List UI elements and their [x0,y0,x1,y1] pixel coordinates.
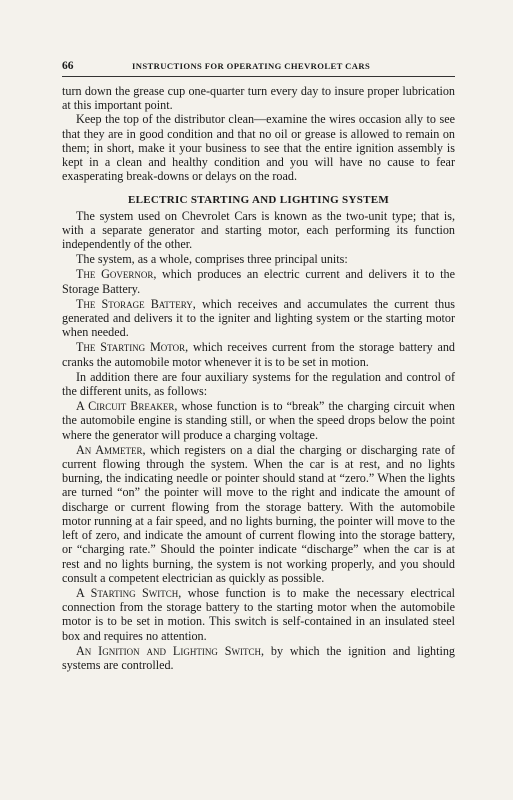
page-body [62,84,455,672]
text-starting-motor: which receives current from the storage battery and cranks the automobile motor whenever it is to be set in motion. [62,340,456,369]
paragraph-auxiliary-systems: In addition there are four auxiliary systems for the regulation and control of the different units, as follows: [62,369,455,399]
paragraph-ignition-switch [62,644,455,672]
paragraph-ammeter [62,443,455,585]
term-ignition-switch: An Ignition and Lighting Switch, [76,643,264,658]
paragraph-starting-motor [62,340,455,368]
paragraph-governor [62,267,455,295]
text-storage-battery: which receives and accumulates the current thus generated and delivers it to the igniter and lighting system or the starting motor when needed. [62,296,456,340]
term-ammeter: An Ammeter, [76,442,146,457]
term-starting-motor: The Starting Motor, [76,340,189,355]
text-circuit-breaker: whose function is to “break” the charging circuit when the automobile engine is standing still, or when the speed drops below the point where the generator will produce a charging voltage. [62,399,455,442]
term-storage-battery: The Storage Battery, [76,296,196,311]
page-number: 66 [62,60,74,72]
paragraph-starting-switch [62,586,455,643]
paragraph-storage-battery [62,297,455,340]
section-heading: ELECTRIC STARTING AND LIGHTING SYSTEM [127,194,390,207]
text-starting-switch: whose function is to make the necessary electrical connection from the storage battery to the starting motor when the automobile motor is to be set in motion. This switch is self-contained in an insulated steel box and requires no attention. [62,585,455,643]
paragraph-principal-units: The system, as a whole, comprises three principal units: [76,252,348,267]
text-ignition-switch: by which the ignition and lighting systems are controlled. [62,643,455,672]
paragraph-grease-cup: turn down the grease cup one-quarter turn every day to insure proper lubrication at this important point. [62,84,455,113]
paragraph-circuit-breaker [62,399,455,442]
paragraph-two-unit-type: The system used on Chevrolet Cars is known as the two-unit type; that is, with a separate generator and starting motor, each performing its function independently of the other. [62,208,455,252]
term-circuit-breaker: A Circuit Breaker, [76,399,178,414]
text-ammeter: which registers on a dial the charging or discharging rate of current flowing through the system. When the car is at rest, and no lights burning, the indicating needle or pointer should stand at “zero.” When the lights are turned “on” the pointer will move to the right and indicate the amount of discharge or current flowing from the storage battery. With the automobile motor running at a fair speed, and no lights burning, the pointer will move to the left of zero, and indicate the amount of current flowing into the storage battery, or “charging rate.” Should the pointer indicate “discharge” when the car is at rest and no lights burning, the system is not working properly, and you should consult a competent electrician as quickly as possible. [62,442,455,585]
paragraph-distributor: Keep the top of the distributor clean—examine the wires occasion ally to see that they are in good condition and that no oil or grease is allowed to remain on them; in short, make it your business to see that the entire ignition assembly is kept in a clean and healthy condition and you will have no cause to fear exasperating break-downs or delays on the road. [62,112,455,184]
header-rule [62,76,455,77]
term-governor: The Governor, [76,267,157,282]
term-starting-switch: A Starting Switch, [76,585,182,600]
running-header [62,60,455,74]
text-governor: which produces an electric current and delivers it to the Storage Battery. [62,267,455,296]
running-title: INSTRUCTIONS FOR OPERATING CHEVROLET CARS [132,61,371,71]
